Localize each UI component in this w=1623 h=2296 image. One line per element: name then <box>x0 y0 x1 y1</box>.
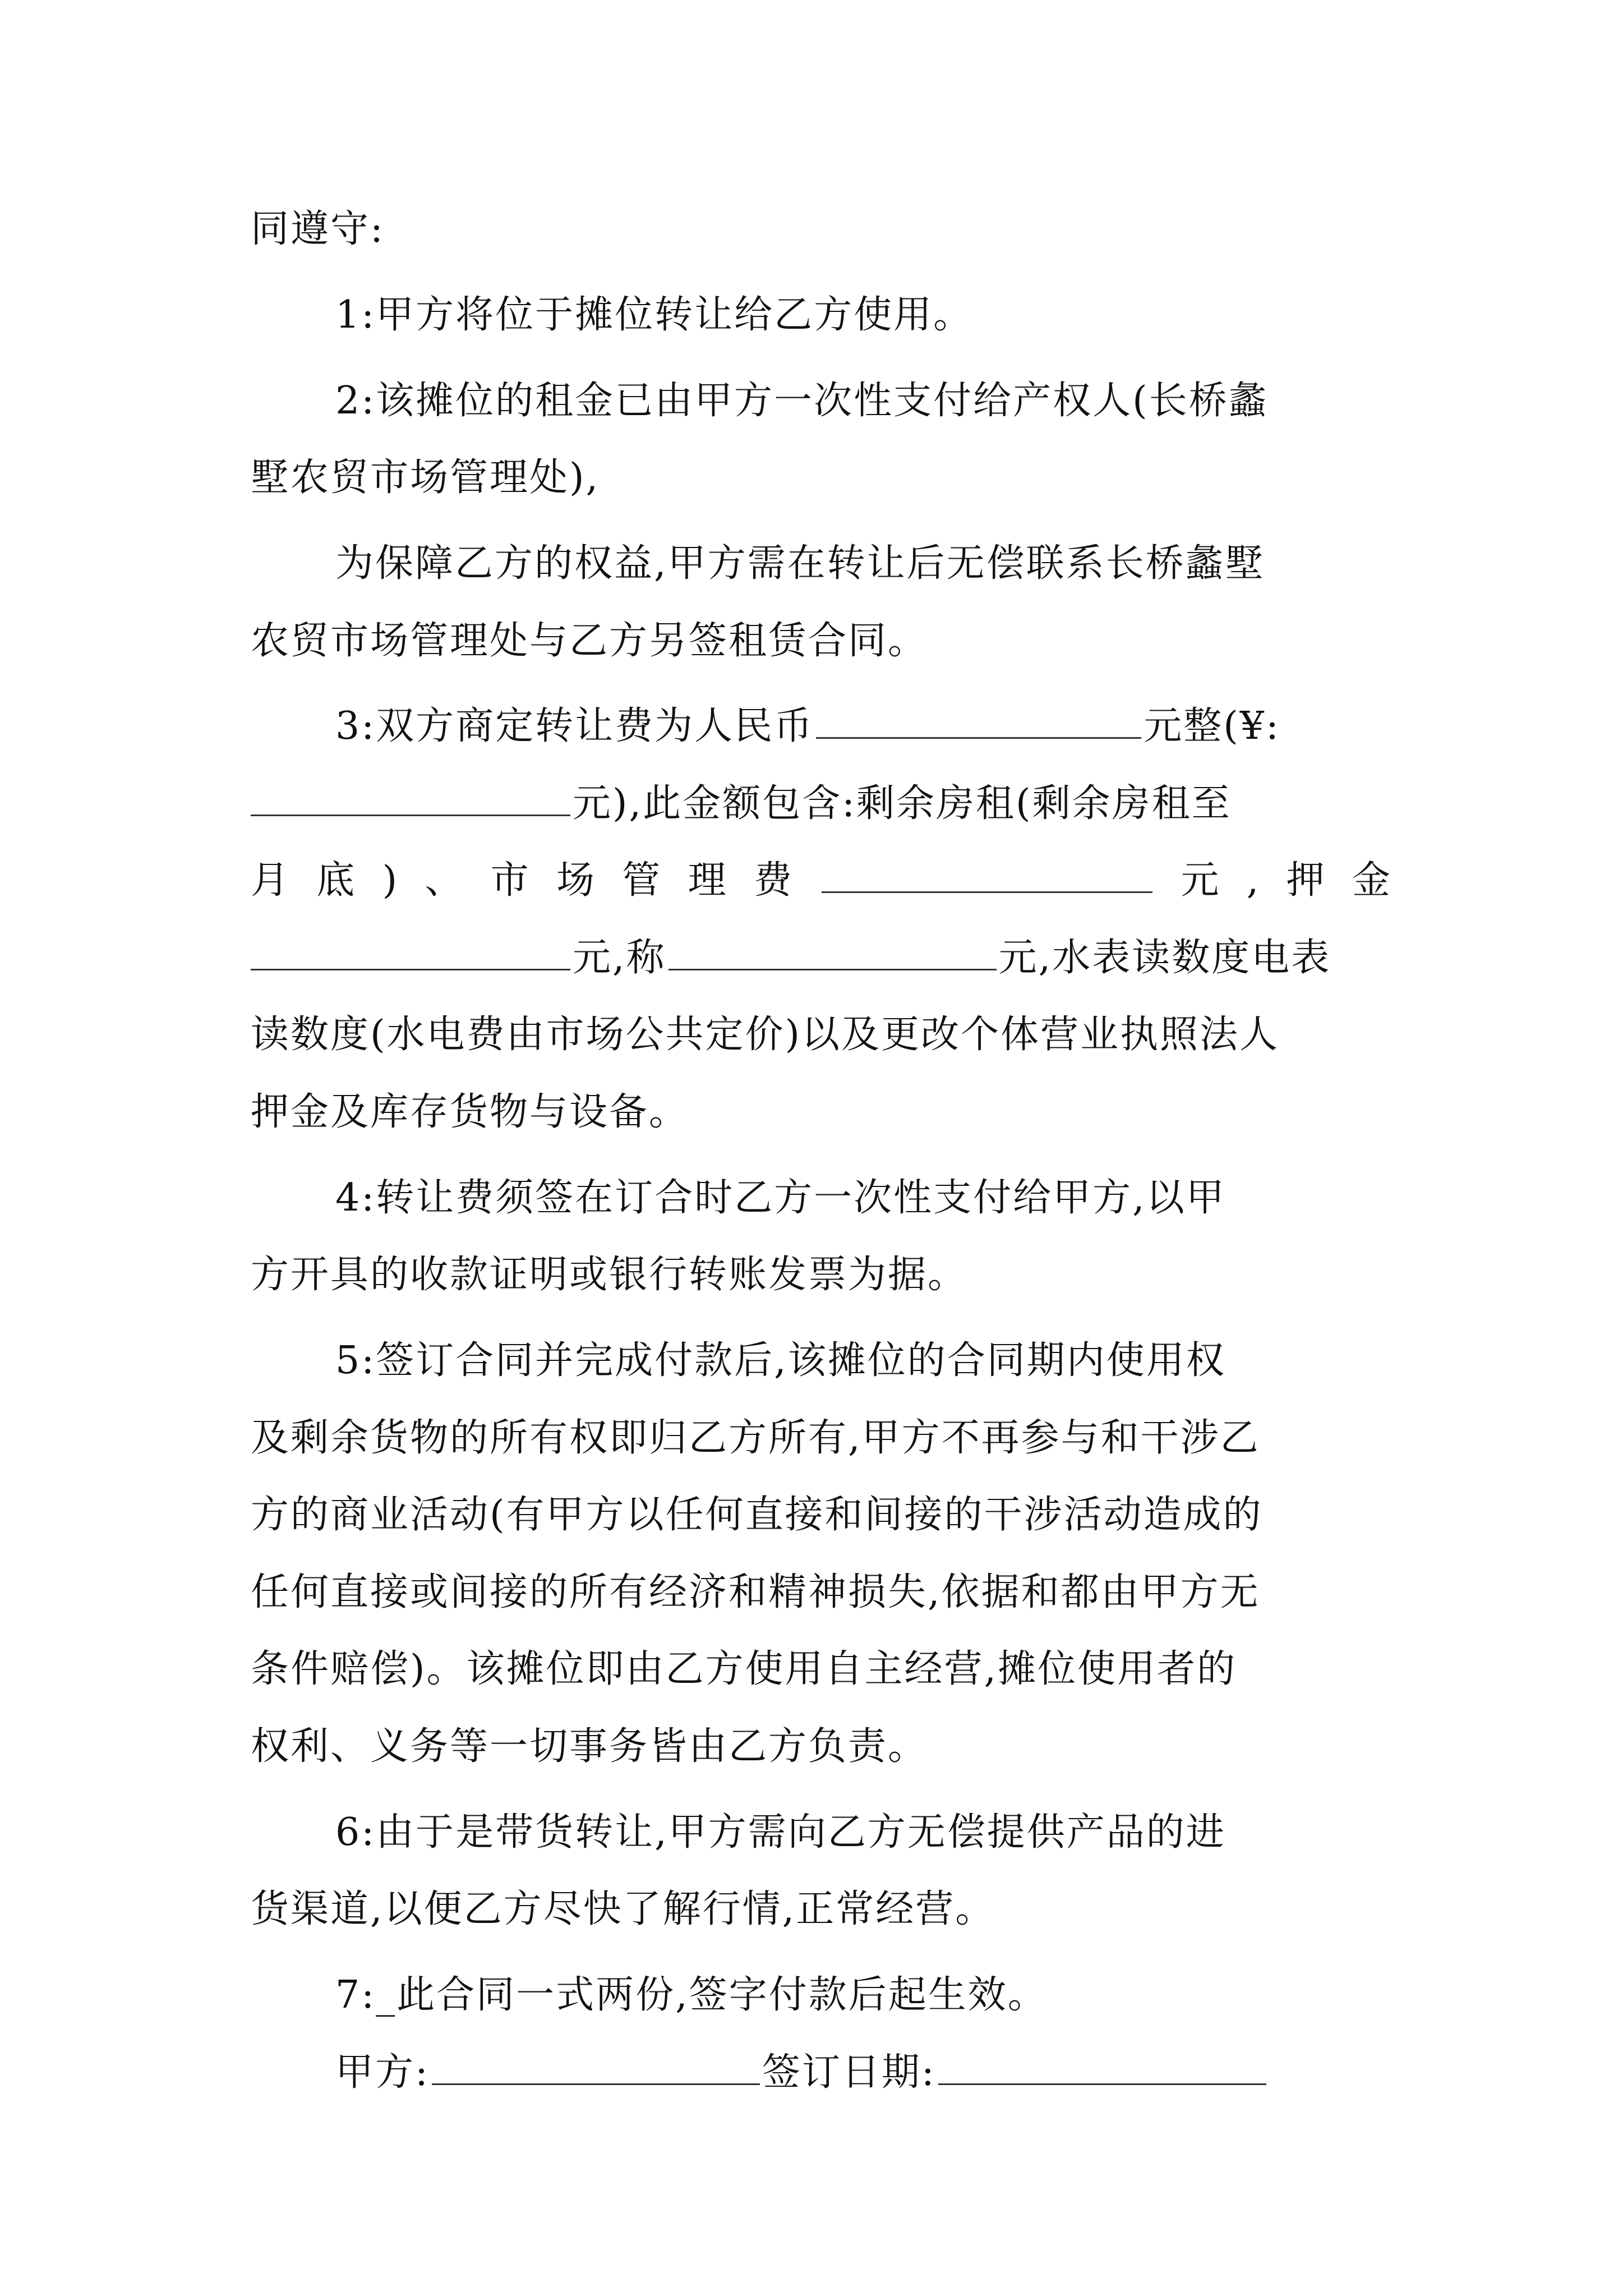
party-a-label: 甲方: <box>335 2050 430 2095</box>
paragraph-line: 方的商业活动(有甲方以任何直接和间接的干涉活动造成的 <box>251 1493 1263 1537</box>
blank-field[interactable] <box>816 706 1141 739</box>
clause-6: 6:由于是带货转让,甲方需向乙方无偿提供产品的进 <box>335 1810 1226 1855</box>
clause-1: 1:甲方将位于摊位转让给乙方使用。 <box>335 293 974 337</box>
paragraph-line: 同遵守: <box>251 207 385 251</box>
paragraph-line: 及剩余货物的所有权即归乙方所有,甲方不再参与和干涉乙 <box>251 1416 1260 1460</box>
paragraph-line: 墅农贸市场管理处), <box>251 455 600 500</box>
clause-3: 3:双方商定转让费为人民币 元整(¥: <box>335 704 1280 748</box>
paragraph-line: 货渠道,以便乙方尽快了解行情,正常经营。 <box>251 1887 995 1931</box>
clause-7: 7:_此合同一式两份,签字付款后起生效。 <box>335 1973 1048 2017</box>
blank-field[interactable] <box>251 783 570 816</box>
paragraph-line: 元),此金额包含:剩余房租(剩余房租至 <box>251 773 1392 835</box>
paragraph-line: 月 底 ) 、 市 场 管 理 费 元 , 押 金 <box>251 858 1392 903</box>
paragraph-line: 押金及库存货物与设备。 <box>251 1090 689 1134</box>
clause-5: 5:签订合同并完成付款后,该摊位的合同期内使用权 <box>335 1338 1226 1383</box>
paragraph-line: 权利、义务等一切事务皆由乙方负责。 <box>251 1724 928 1769</box>
paragraph-line: 任何直接或间接的所有经济和精神损失,依据和都由甲方无 <box>251 1570 1260 1614</box>
paragraph-line: 农贸市场管理处与乙方另签租赁合同。 <box>251 619 928 663</box>
clause-4: 4:转让费须签在订合时乙方一次性支付给甲方,以甲 <box>335 1176 1226 1220</box>
sign-date-field[interactable] <box>938 2052 1266 2085</box>
paragraph-line: 方开具的收款证明或银行转账发票为据。 <box>251 1253 968 1297</box>
signature-line <box>335 2042 1392 2104</box>
paragraph-line: 为保障乙方的权益,甲方需在转让后无偿联系长桥蠡墅 <box>335 541 1265 586</box>
paragraph-line: 条件赔偿)。该摊位即由乙方使用自主经营,摊位使用者的 <box>251 1647 1237 1691</box>
clause-2: 2:该摊位的租金已由甲方一次性支付给产权人(长桥蠡 <box>335 379 1269 423</box>
party-a-signature-field[interactable] <box>432 2052 760 2085</box>
blank-field[interactable] <box>251 937 570 970</box>
paragraph-line: 读数度(水电费由市场公共定价)以及更改个体营业执照法人 <box>251 1013 1280 1057</box>
sign-date-label: 签订日期: <box>762 2050 936 2095</box>
paragraph-line: 元,称 元,水表读数度电表 <box>251 927 1392 989</box>
blank-field[interactable] <box>822 860 1152 893</box>
blank-field[interactable] <box>668 937 997 970</box>
